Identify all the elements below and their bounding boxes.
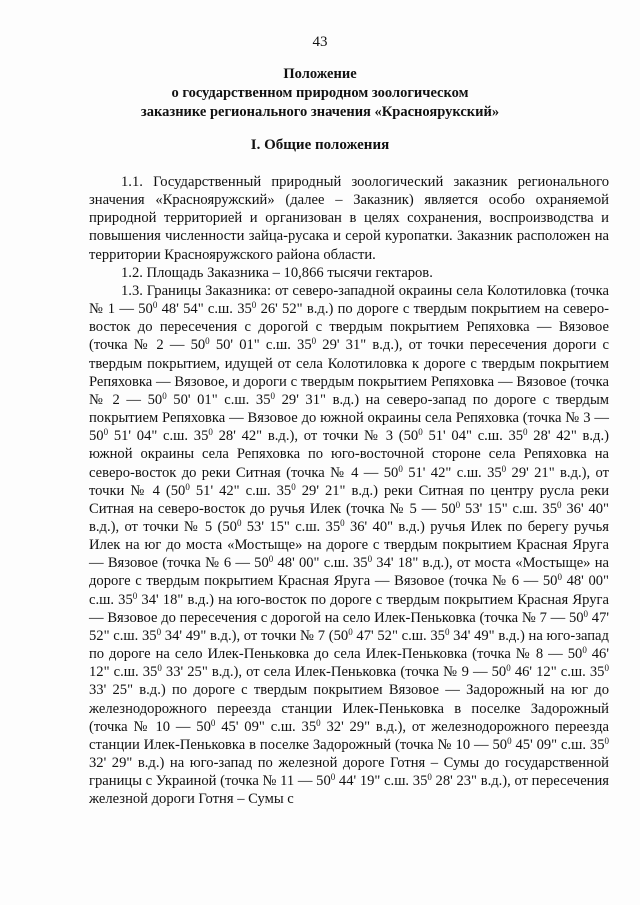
page-number: 43 (312, 34, 328, 50)
boundary-text: 51' 04" с.ш. 35 (108, 428, 209, 445)
boundary-text: 50' 01" с.ш. 35 (166, 391, 271, 408)
boundary-text: 45' 09" с.ш. 35 (215, 718, 317, 735)
boundary-text: 50' 01" с.ш. 35 (209, 337, 312, 354)
boundary-text: 36' 40" в.д.) ручья Илек по берегу ручья Илек на юг до моста «Мостыще» на дороге с твердым покрытием Красная Яруга — Вязовое (точка № 6 — 50 (89, 518, 609, 572)
boundary-text: 29' 31" в.д.), от точки пересечения дороги с твердым покрытием, идущей от села Колотиловка к дороге с твердым покрытием Репяховка — Вязовое, и дороги с твердым покрытием Репяховка — Вязовое (точка № 2 — 50 (89, 337, 610, 408)
boundary-text: 48' 00" с.ш. 35 (273, 555, 368, 572)
boundary-text: 48' 00" с.ш. 35 (89, 573, 609, 608)
boundary-text: 33' 25" в.д.), от села Илек-Пеньковка (точка № 9 — 50 (161, 664, 507, 681)
boundary-text: 34' 18" в.д.) на юго-восток по дороге с твердым покрытием Красная Яруга — Вязовое до пересечения с дорогой на село Илек-Пеньковка (точка № 7 — 50 (89, 591, 609, 626)
boundary-text: 47' 52" с.ш. 35 (352, 627, 445, 644)
degree-mark: 0 (210, 717, 216, 728)
degree-mark: 0 (444, 626, 450, 637)
paragraph-1-2: 1.2. Площадь Заказника – 10,866 тысячи гектаров. (121, 264, 433, 281)
degree-mark: 0 (340, 517, 345, 528)
boundary-text: 53' 15" с.ш. 35 (241, 518, 341, 535)
degree-mark: 0 (103, 427, 109, 438)
boundary-text: 28' 23" в.д.), от пересечения железной дороги Готня – Сумы с (89, 773, 610, 808)
boundary-text: 34' 18" в.д.), от моста «Мостыще» на дороге с твердым покрытием Красная Яруга — Вязовое (точка № 6 — 50 (89, 555, 609, 590)
degree-mark: 0 (604, 735, 609, 746)
boundary-text: 34' 49" в.д.), от точки № 7 (50 (161, 627, 349, 644)
degree-mark: 0 (268, 554, 274, 565)
degree-mark: 0 (582, 645, 587, 656)
boundary-text: 28' 42" в.д.) южной окраины села Репяховка по юго-восточной стороне села Репяховка на северо-восток до реки Ситная (точка № 4 — 50 (89, 428, 609, 481)
degree-mark: 0 (316, 717, 321, 728)
degree-mark: 0 (398, 463, 403, 474)
title-line-2: о государственном природном зоологическом (171, 85, 469, 101)
degree-mark: 0 (208, 427, 213, 438)
boundary-text: 1.3. Границы Заказника: от северо-западной окраины села Колотиловка (точка № 1 — 50 (89, 282, 609, 318)
degree-mark: 0 (557, 572, 562, 583)
paragraph-1-1: 1.1. Государственный природный зоологический заказник регионального значения «Краснояружский» (далее – Заказник) является особо охраняемой природной территорией и организован в целях сохранения, воспроизводства и повышения численности зайца-русака и серой куропатки. Заказник расположен на территории Краснояружского района области. (89, 174, 609, 263)
document-title (0, 65, 640, 122)
boundary-text: 46' 12" с.ш. 35 (510, 664, 605, 681)
boundary-text: 45' 09" с.ш. 35 (511, 736, 605, 753)
boundary-text: 53' 15" с.ш. 35 (460, 500, 557, 517)
boundary-text: 26' 52" в.д.) по дороге с твердым покрытием на северо-восток до пересечения с дорогой с твердым покрытием Репяховка — Вязовое (точка № 2 — 50 (89, 301, 609, 354)
boundary-text: 51' 04" с.ш. 35 (422, 428, 524, 445)
degree-mark: 0 (185, 481, 190, 492)
boundary-text: 33' 25" в.д.) по дороге с твердым покрытием Вязовое — Задорожный на юг до железнодорожного переезда станции Илек-Пеньковка в поселке Задорожный (точка № 10 — 50 (89, 682, 609, 735)
degree-mark: 0 (557, 499, 562, 510)
degree-mark: 0 (418, 427, 423, 438)
boundary-text: 44' 19" с.ш. 35 (335, 773, 428, 790)
degree-mark: 0 (162, 390, 167, 401)
boundary-text: 32' 29" в.д.), от железнодорожного переезда станции Илек-Пеньковка в поселке Задорожный (точка № 10 — 50 (89, 718, 609, 753)
boundary-text: 48' 54" с.ш. 35 (157, 301, 252, 318)
degree-mark: 0 (156, 626, 162, 637)
degree-mark: 0 (270, 390, 275, 401)
boundary-text: 34' 49" в.д.) на юго-запад по дороге на село Илек-Пеньковка до села Илек-Пеньковка (точка № 8 — 50 (89, 627, 609, 663)
document-body (89, 173, 609, 808)
degree-mark: 0 (506, 663, 511, 674)
boundary-text: 46' 12" с.ш. 35 (89, 646, 609, 681)
boundary-text: 29' 21" в.д.) реки Ситная по центру русла реки Ситная на северо-восток до ручья Илек (точка № 5 — 50 (89, 482, 610, 517)
degree-mark: 0 (523, 427, 528, 438)
title-line-1: Положение (283, 66, 357, 82)
degree-mark: 0 (583, 608, 589, 619)
boundary-text: 36' 40" в.д.), от точки № 5 (50 (89, 500, 609, 535)
degree-mark: 0 (604, 663, 609, 674)
degree-mark: 0 (427, 772, 432, 783)
degree-mark: 0 (205, 336, 210, 347)
boundary-text: 29' 21" в.д.), от точки № 4 (50 (89, 464, 609, 499)
degree-mark: 0 (348, 626, 353, 637)
boundary-text: 51' 42" с.ш. 35 (402, 464, 502, 481)
section-heading: I. Общие положения (250, 137, 390, 153)
boundary-text: 29' 31" в.д.) на северо-запад по дороге с твердым покрытием Репяховка — Вязовое до южной окраины села Репяховка (точка № 3 — 50 (89, 391, 610, 445)
degree-mark: 0 (501, 463, 507, 474)
boundary-text: 32' 29" в.д.) на юго-запад по железной дороге Готня – Сумы до государственной границы с Украиной (точка № 11 — 50 (89, 755, 609, 790)
boundary-text: 51' 42" с.ш. 35 (189, 482, 292, 499)
degree-mark: 0 (455, 499, 461, 510)
degree-mark: 0 (507, 735, 512, 746)
boundary-text: 28' 42" в.д.), от точки № 3 (50 (212, 428, 419, 445)
paragraph-1-3 (89, 282, 609, 809)
degree-mark: 0 (152, 300, 158, 311)
degree-mark: 0 (132, 590, 138, 601)
degree-mark: 0 (291, 481, 296, 492)
boundary-text: 47' 52" с.ш. 35 (89, 609, 609, 644)
degree-mark: 0 (251, 300, 257, 311)
title-line-3: заказнике регионального значения «Красноярукский» (140, 104, 500, 120)
degree-mark: 0 (311, 336, 317, 347)
degree-mark: 0 (157, 663, 162, 674)
degree-mark: 0 (236, 517, 242, 528)
degree-mark: 0 (367, 554, 373, 565)
degree-mark: 0 (330, 772, 336, 783)
